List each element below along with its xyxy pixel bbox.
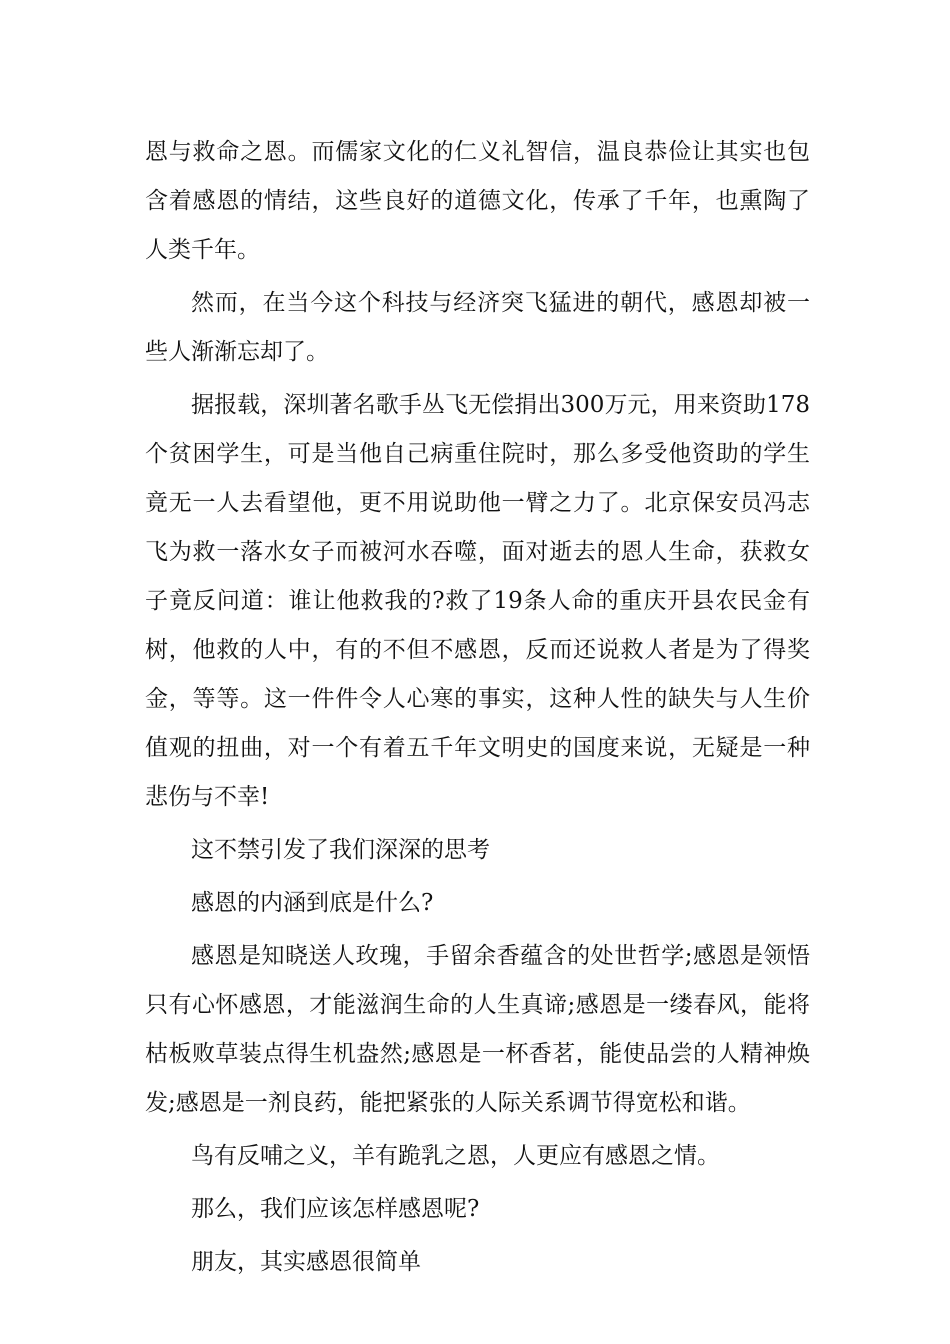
document-body [145,128,810,1291]
paragraph-proverb: 鸟有反哺之义，羊有跪乳之恩，人更应有感恩之情。 [191,1143,720,1169]
paragraph-gratitude-forgotten: 然而，在当今这个科技与经济突飞猛进的朝代，感恩却被一些人渐渐忘却了。 [145,290,810,365]
paragraph-how-question: 那么，我们应该怎样感恩呢? [191,1196,480,1222]
paragraph-continuation: 恩与救命之恩。而儒家文化的仁义礼智信，温良恭俭让其实也包含着感恩的情结，这些良好的道德文化，传承了千年，也熏陶了人类千年。 [145,139,810,263]
paragraph-question: 感恩的内涵到底是什么? [191,890,434,916]
paragraph-meaning: 感恩是知晓送人玫瑰，手留余香蕴含的处世哲学;感恩是领悟只有心怀感恩，才能滋润生命的人生真谛;感恩是一缕春风，能将枯板败草装点得生机盎然;感恩是一杯香茗，能使品尝的人精神焕发;感恩是一剂良药，能把紧张的人际关系调节得宽松和谐。 [145,943,810,1116]
paragraph-simple: 朋友，其实感恩很简单 [191,1249,421,1275]
paragraph-news-examples: 据报载，深圳著名歌手丛飞无偿捐出300万元，用来资助178个贫困学生，可是当他自己病重住院时，那么多受他资助的学生竟无一人去看望他，更不用说助他一臂之力了。北京保安员冯志飞为救一落水女子而被河水吞噬，面对逝去的恩人生命，获救女子竟反问道：谁让他救我的?救了19条人命的重庆开县农民金有树，他救的人中，有的不但不感恩，反而还说救人者是为了得奖金，等等。这一件件令人心寒的事实，这种人性的缺失与人生价值观的扭曲，对一个有着五千年文明史的国度来说，无疑是一种悲伤与不幸! [145,392,810,810]
paragraph-reflection: 这不禁引发了我们深深的思考 [191,837,490,863]
